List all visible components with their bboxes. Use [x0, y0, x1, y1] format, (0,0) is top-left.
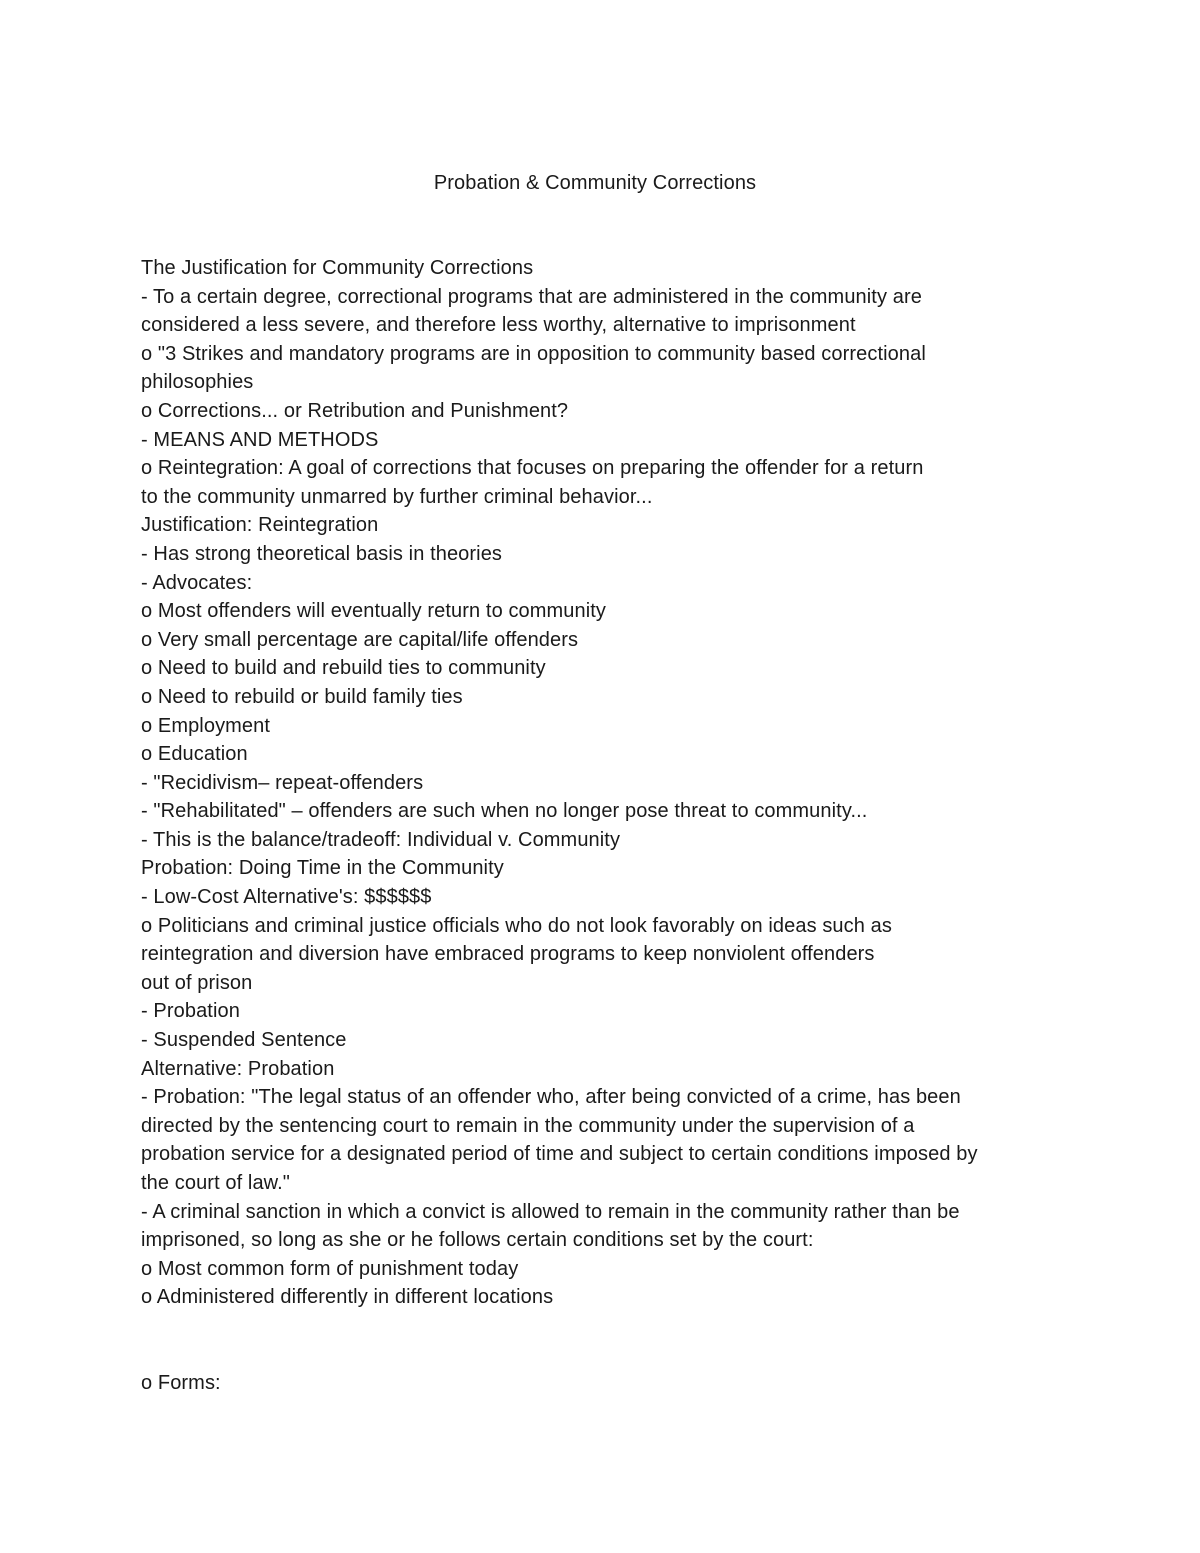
text-line: o Education — [141, 743, 248, 766]
text-line: o Very small percentage are capital/life offenders — [141, 628, 579, 651]
text-line: - A criminal sanction in which a convict is allowed to remain in the community rather than be — [141, 1200, 960, 1223]
text-line: the court of law." — [141, 1172, 290, 1194]
document-body — [141, 254, 1081, 1398]
text-line: o "3 Strikes and mandatory programs are in opposition to community based correctional — [141, 342, 926, 365]
text-line: imprisoned, so long as she or he follows certain conditions set by the court: — [141, 1229, 814, 1252]
text-line: The Justification for Community Corrections — [141, 257, 534, 279]
text-line: o Employment — [141, 714, 271, 737]
text-line: o Reintegration: A goal of corrections that focuses on preparing the offender for a return — [141, 457, 924, 480]
blank-gap — [141, 1312, 1081, 1369]
text-line: - This is the balance/tradeoff: Individual v. Community — [141, 828, 621, 851]
text-line: - Has strong theoretical basis in theories — [141, 542, 503, 565]
text-line: directed by the sentencing court to remain in the community under the supervision of a — [141, 1114, 915, 1137]
text-line: - Advocates: — [141, 571, 253, 594]
text-line: Justification: Reintegration — [141, 514, 379, 537]
text-line: o Politicians and criminal justice officials who do not look favorably on ideas such as — [141, 914, 892, 937]
page-title: Probation & Community Corrections — [433, 172, 757, 194]
text-line: probation service for a designated period of time and subject to certain conditions imposed by — [141, 1143, 978, 1166]
text-line: - "Recidivism– repeat-offenders — [141, 771, 424, 794]
text-line: - Probation: "The legal status of an offender who, after being convicted of a crime, has been — [141, 1086, 961, 1109]
text-line: - Low-Cost Alternative's: $$$$$$ — [141, 886, 432, 909]
text-line: - To a certain degree, correctional programs that are administered in the community are — [141, 285, 922, 308]
text-line: reintegration and diversion have embraced programs to keep nonviolent offenders — [141, 943, 875, 966]
text-line: - Suspended Sentence — [141, 1029, 347, 1052]
text-line: o Need to build and rebuild ties to community — [141, 657, 546, 680]
text-line: - "Rehabilitated" – offenders are such when no longer pose threat to community... — [141, 800, 868, 823]
text-line: o Need to rebuild or build family ties — [141, 685, 463, 708]
text-line: o Forms: — [141, 1372, 221, 1395]
text-line: philosophies — [141, 371, 254, 394]
text-line: considered a less severe, and therefore less worthy, alternative to imprisonment — [141, 314, 856, 337]
text-line: out of prison — [141, 971, 253, 994]
text-block-end — [141, 1369, 1081, 1398]
text-line: Alternative: Probation — [141, 1057, 335, 1080]
text-line: to the community unmarred by further criminal behavior... — [141, 485, 653, 508]
text-line: - MEANS AND METHODS — [141, 428, 379, 451]
text-block-main — [141, 254, 1081, 1312]
text-line: o Administered differently in different locations — [141, 1286, 554, 1309]
text-line: o Most offenders will eventually return to community — [141, 600, 607, 623]
text-line: Probation: Doing Time in the Community — [141, 857, 504, 880]
text-line: - Probation — [141, 1000, 240, 1023]
text-line: o Corrections... or Retribution and Punishment? — [141, 399, 569, 422]
text-line: o Most common form of punishment today — [141, 1257, 519, 1280]
